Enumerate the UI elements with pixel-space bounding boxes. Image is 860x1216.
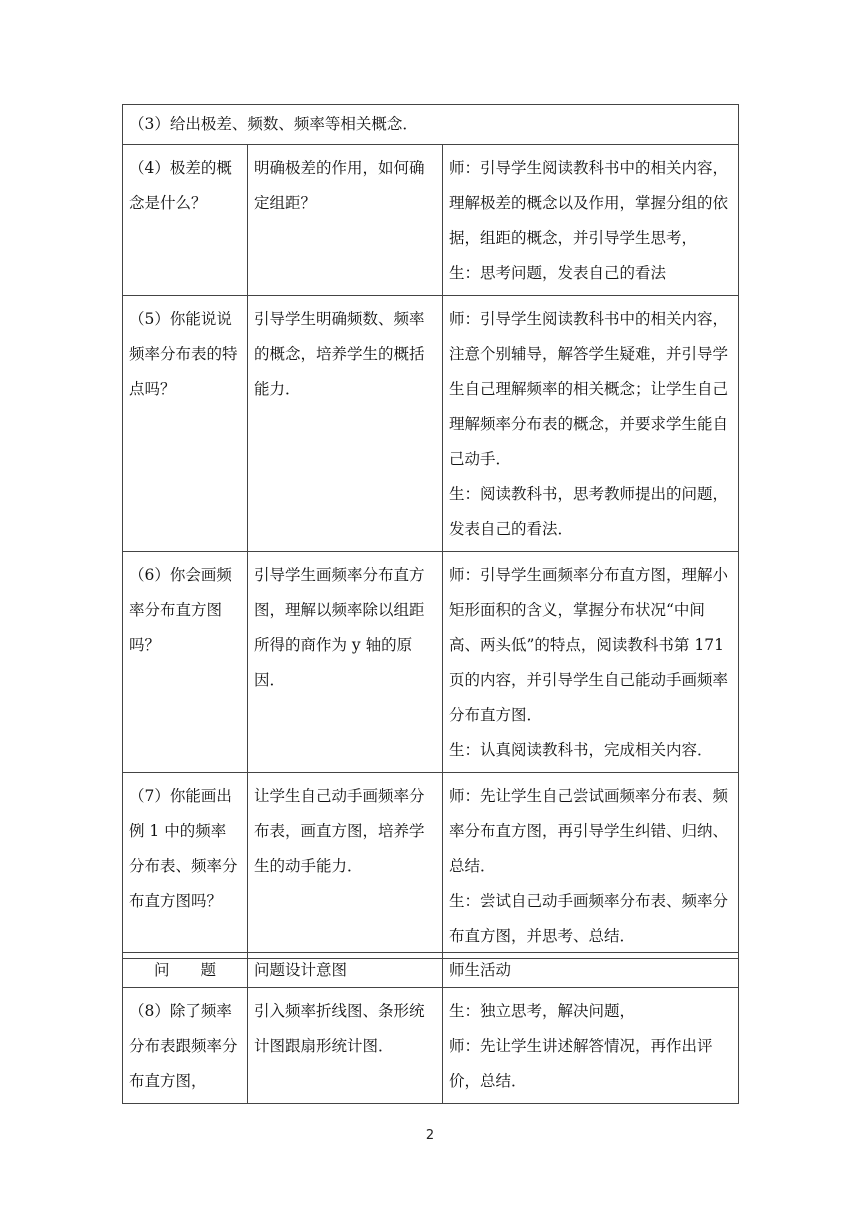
- activity-line: 生：认真阅读教科书，完成相关内容．: [449, 741, 713, 759]
- lesson-table-top: [122, 104, 739, 959]
- activity-cell: [443, 552, 739, 773]
- header-question: 问 题: [123, 953, 248, 988]
- intent-cell: 让学生自己动手画频率分布表，画直方图，培养学生的动手能力．: [248, 773, 443, 959]
- activity-line: 生：思考问题，发表自己的看法: [449, 264, 667, 282]
- activity-line: 师：先让学生讲述解答情况，再作出评价，总结．: [449, 1037, 713, 1090]
- table-row: [123, 296, 739, 552]
- question-cell: （7）你能画出例 1 中的频率分布表、频率分布直方图吗？: [123, 773, 248, 959]
- activity-line: 师：引导学生画频率分布直方图，理解小矩形面积的含义，掌握分布状况“中间高、两头低”的特点，阅读教科书第 171 页的内容，并引导学生自己能动手画频率分布直方图．: [449, 566, 729, 724]
- activity-line: 生：尝试自己动手画频率分布表、频率分布直方图，并思考、总结．: [449, 892, 729, 945]
- activity-cell: [443, 145, 739, 296]
- activity-line: 师：引导学生阅读教科书中的相关内容，理解极差的概念以及作用，掌握分组的依据，组距的概念，并引导学生思考，: [449, 159, 729, 247]
- table-row: [123, 105, 739, 145]
- intent-cell: 引导学生明确频数、频率的概念，培养学生的概括能力．: [248, 296, 443, 552]
- question-cell: （8）除了频率分布表跟频率分布直方图，: [123, 988, 248, 1104]
- lesson-table-bottom: [122, 952, 739, 1104]
- table-row: [123, 773, 739, 959]
- activity-line: 生：独立思考，解决问题，: [449, 1002, 636, 1020]
- table-row: [123, 145, 739, 296]
- header-activity: 师生活动: [443, 953, 739, 988]
- intent-cell: 明确极差的作用，如何确定组距？: [248, 145, 443, 296]
- page-number: 2: [425, 1128, 435, 1143]
- question-cell: （6）你会画频率分布直方图吗？: [123, 552, 248, 773]
- activity-line: 师：引导学生阅读教科书中的相关内容，注意个别辅导，解答学生疑难，并引导学生自己理解频率的相关概念；让学生自己理解频率分布表的概念，并要求学生能自己动手．: [449, 310, 729, 468]
- activity-line: 生：阅读教科书，思考教师提出的问题，发表自己的看法．: [449, 485, 729, 538]
- activity-cell: [443, 988, 739, 1104]
- section-row-cell: （3）给出极差、频数、频率等相关概念．: [123, 105, 739, 145]
- table-row: [123, 988, 739, 1104]
- table-row: [123, 552, 739, 773]
- intent-cell: 引导学生画频率分布直方图，理解以频率除以组距所得的商作为 y 轴的原因．: [248, 552, 443, 773]
- activity-cell: [443, 296, 739, 552]
- intent-cell: 引入频率折线图、条形统计图跟扇形统计图．: [248, 988, 443, 1104]
- activity-cell: [443, 773, 739, 959]
- header-row: [123, 953, 739, 988]
- header-intent: 问题设计意图: [248, 953, 443, 988]
- question-cell: （4）极差的概念是什么？: [123, 145, 248, 296]
- question-cell: （5）你能说说频率分布表的特点吗？: [123, 296, 248, 552]
- activity-line: 师：先让学生自己尝试画频率分布表、频率分布直方图，再引导学生纠错、归纳、总结．: [449, 787, 729, 875]
